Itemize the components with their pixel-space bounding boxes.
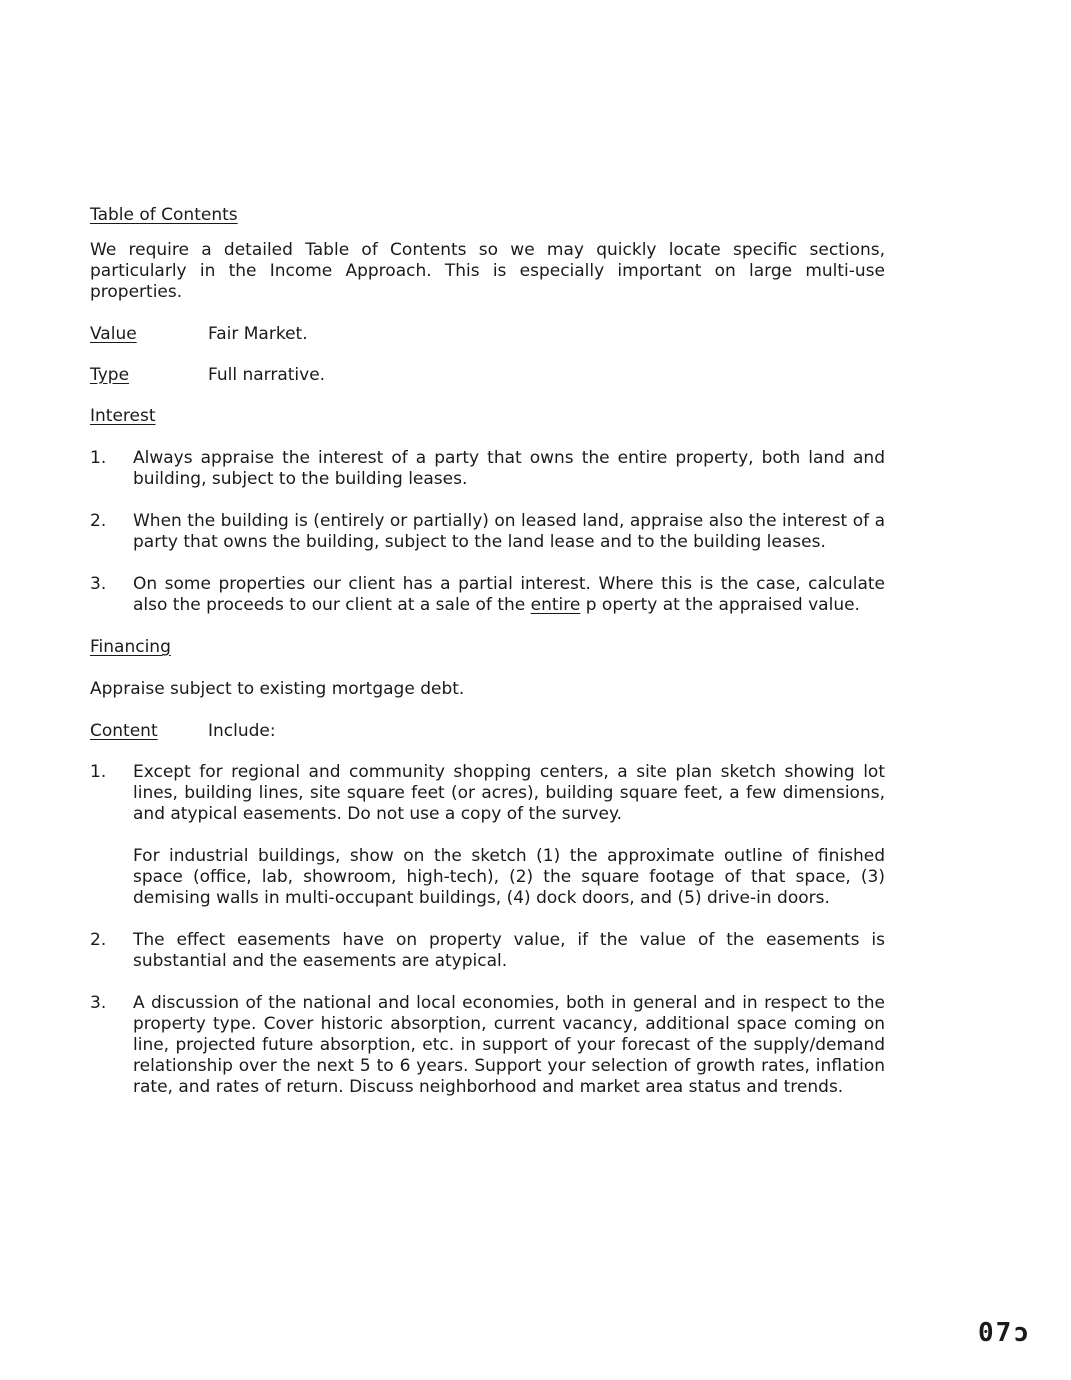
financing-text: Appraise subject to existing mortgage debt. — [90, 679, 465, 699]
underlined-word: entire — [530, 595, 581, 615]
value-label: Value — [90, 324, 137, 344]
financing-heading: Financing — [90, 637, 171, 657]
toc-heading: Table of Contents — [90, 205, 238, 225]
type-row — [90, 365, 885, 386]
item-paragraph: Except for regional and community shopping centers, a site plan sketch showing lot lines, building lines, site square feet (or acres), building square feet, a few dimensions, and atypical easements. Do not use a copy of the survey. — [133, 762, 885, 824]
item-text: A discussion of the national and local economies, both in general and in respect to the property type. Cover historic absorption, current vacancy, additional space coming on line, projected future absorption, etc. in support of your forecast of the supply/demand relationship over the next 5 to 6 years. Support your selection of growth rates, inflation rate, and rates of return. Discuss neighborhood and market area status and trends. — [133, 993, 885, 1097]
list-item — [90, 511, 885, 553]
item-number: 3. — [90, 993, 107, 1013]
list-item — [90, 448, 885, 490]
list-item — [90, 930, 885, 972]
item-paragraph: For industrial buildings, show on the sketch (1) the approximate outline of finished space (office, lab, showroom, high-tech), (2) the square footage of that space, (3) demising walls in multi-occupant buildings, (4) dock doors, and (5) drive-in doors. — [133, 846, 885, 908]
item-text — [133, 762, 885, 909]
item-text-part: p operty at the appraised value. — [580, 595, 860, 615]
content-include-label: Include: — [208, 721, 276, 741]
item-number: 1. — [90, 448, 107, 468]
item-number: 2. — [90, 930, 107, 950]
toc-paragraph: We require a detailed Table of Contents so we may quickly locate specific sections, particularly in the Income Approach. This is especially important on large multi-use properties. — [90, 240, 885, 302]
list-item — [90, 993, 885, 1098]
item-number: 3. — [90, 574, 107, 594]
item-text-part: On some properties our client has a partial interest. Where this is the case, calculate also the proceeds to our client at a sale of the — [133, 574, 885, 615]
item-number: 1. — [90, 762, 107, 782]
item-text — [133, 574, 885, 616]
page-number: 07ɔ — [978, 1318, 1031, 1348]
item-text: When the building is (entirely or partially) on leased land, appraise also the interest of a party that owns the building, subject to the land lease and to the building leases. — [133, 511, 885, 552]
type-label: Type — [90, 365, 130, 385]
list-item — [90, 574, 885, 616]
content-row — [90, 721, 885, 742]
value-text: Fair Market. — [208, 324, 308, 344]
interest-heading: Interest — [90, 406, 156, 426]
type-text: Full narrative. — [208, 365, 326, 385]
content-heading: Content — [90, 721, 158, 741]
document-body — [90, 205, 885, 1119]
list-item — [90, 762, 885, 909]
item-text: Always appraise the interest of a party that owns the entire property, both land and building, subject to the building leases. — [133, 448, 885, 489]
item-number: 2. — [90, 511, 107, 531]
item-text: The effect easements have on property value, if the value of the easements is substantial and the easements are atypical. — [133, 930, 885, 971]
value-row — [90, 324, 885, 345]
